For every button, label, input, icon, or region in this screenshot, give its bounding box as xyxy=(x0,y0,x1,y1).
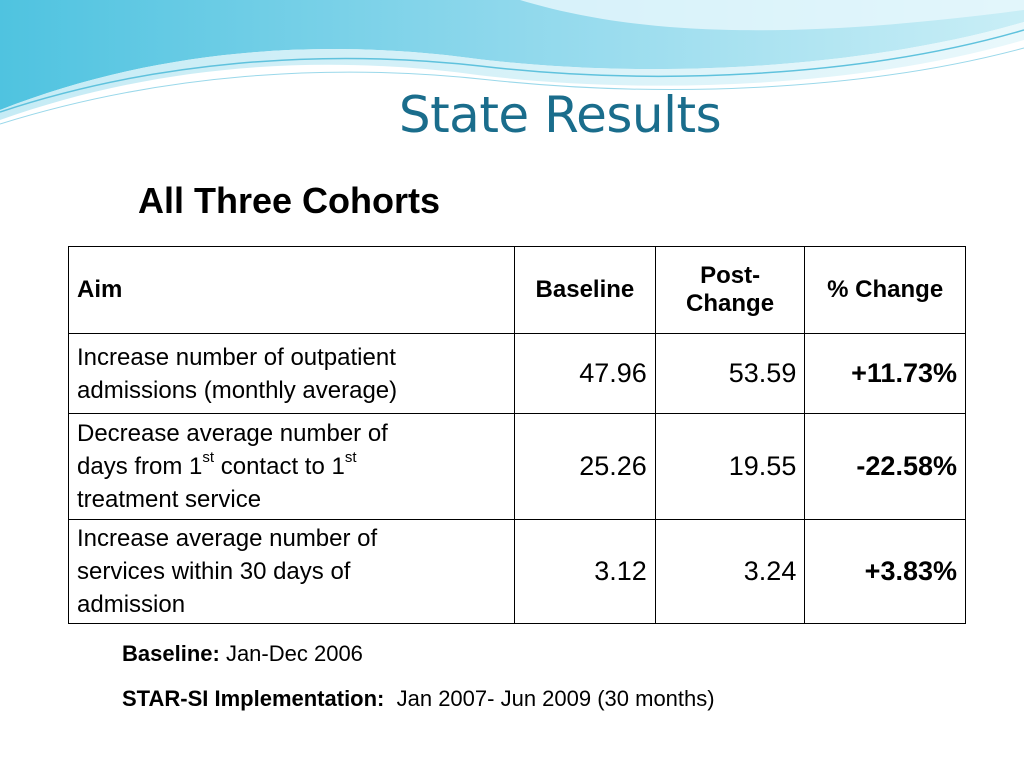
baseline-value: 3.12 xyxy=(515,520,656,624)
aim-cell xyxy=(69,520,515,624)
aim-text-line: Increase average number of xyxy=(77,525,378,552)
header-percent-change: % Change xyxy=(805,247,966,334)
baseline-note-label: Baseline: xyxy=(122,641,220,666)
ordinal-superscript: st xyxy=(202,449,215,466)
percent-change-value: +11.73% xyxy=(805,334,966,414)
results-table xyxy=(68,246,966,624)
aim-cell xyxy=(69,414,515,520)
aim-cell xyxy=(69,334,515,414)
post-change-value: 3.24 xyxy=(655,520,805,624)
slide-title: State Results xyxy=(398,86,722,144)
subtitle: All Three Cohorts xyxy=(138,180,441,221)
header-baseline: Baseline xyxy=(515,247,656,334)
baseline-value: 25.26 xyxy=(515,414,656,520)
table-row xyxy=(69,520,966,624)
aim-text-line: admission xyxy=(77,591,186,618)
baseline-value: 47.96 xyxy=(515,334,656,414)
percent-change-value: +3.83% xyxy=(805,520,966,624)
ordinal-superscript: st xyxy=(344,449,357,466)
aim-text-line: Increase number of outpatient xyxy=(77,343,396,371)
aim-text-line: Decrease average number of xyxy=(77,420,388,447)
implementation-note-label: STAR-SI Implementation: xyxy=(122,686,385,711)
table-header-row xyxy=(69,247,966,334)
implementation-note-value: Jan 2007- Jun 2009 (30 months) xyxy=(384,686,715,711)
baseline-note-value: Jan-Dec 2006 xyxy=(219,641,363,666)
aim-text-line: contact to 1 xyxy=(214,453,345,480)
aim-text-line: admissions (monthly average) xyxy=(77,376,398,404)
table-row xyxy=(69,414,966,520)
baseline-note xyxy=(122,641,363,667)
aim-text-line: days from 1 xyxy=(77,453,203,480)
aim-text-line: services within 30 days of xyxy=(77,558,351,585)
header-post-change xyxy=(655,247,805,334)
post-change-value: 53.59 xyxy=(655,334,805,414)
header-aim: Aim xyxy=(69,247,515,334)
header-post-line2: Change xyxy=(686,290,775,317)
header-post-line1: Post- xyxy=(700,262,761,289)
implementation-note xyxy=(122,686,715,712)
post-change-value: 19.55 xyxy=(655,414,805,520)
aim-text-line: treatment service xyxy=(77,486,262,513)
table-row xyxy=(69,334,966,414)
percent-change-value: -22.58% xyxy=(805,414,966,520)
